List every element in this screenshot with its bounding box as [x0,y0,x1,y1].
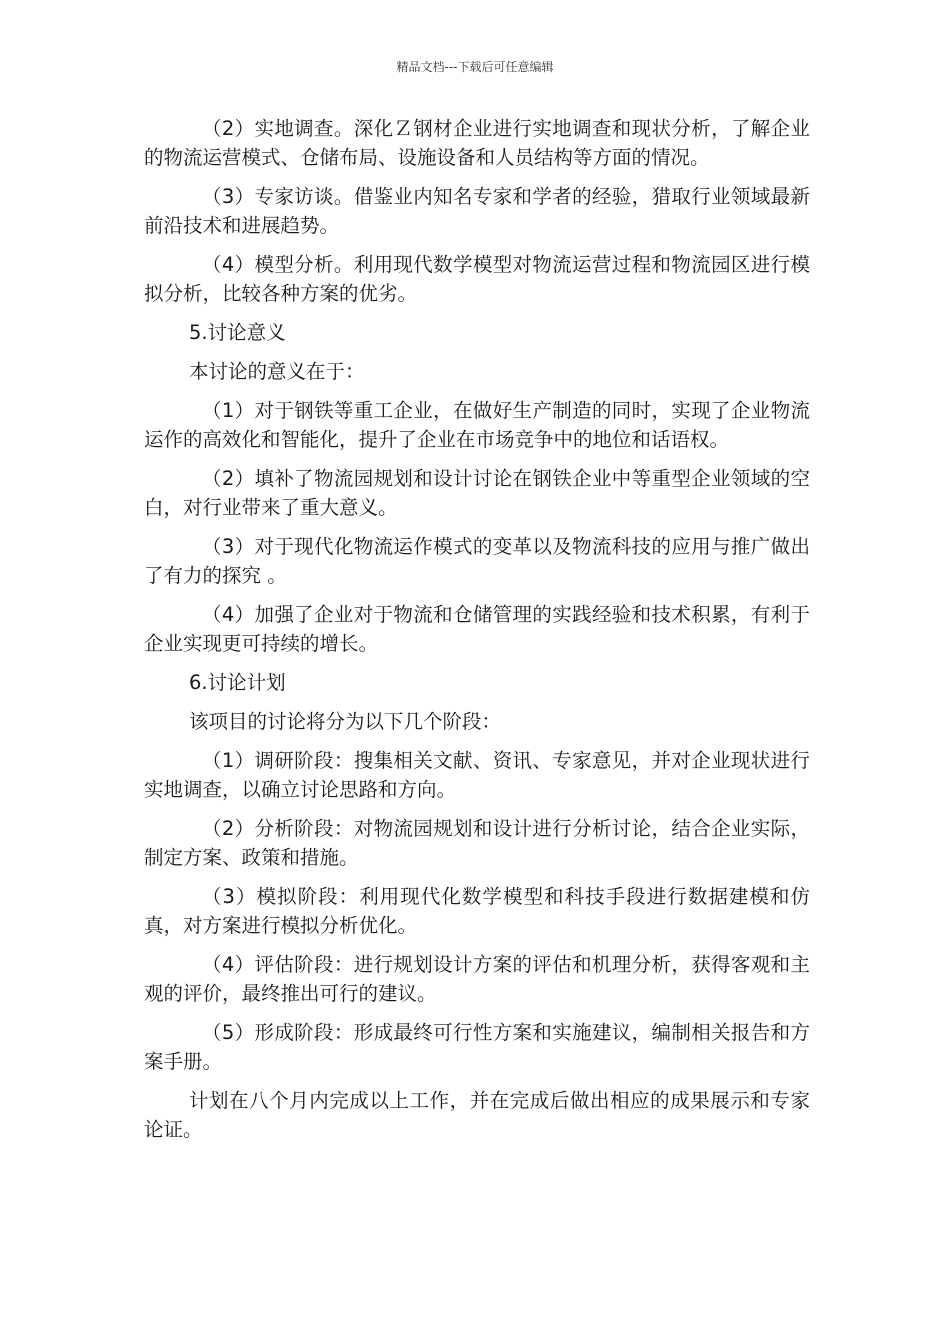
paragraph-plan-stage-4: （4）评估阶段：进行规划设计方案的评估和机理分析，获得客观和主观的评价，最终推出可行的建议。 [144,953,810,1005]
section-heading-significance: 5.讨论意义 [189,321,286,344]
paragraph-significance-2: （2）填补了物流园规划和设计讨论在钢铁企业中等重型企业领域的空白，对行业带来了重大意义。 [144,467,810,519]
document-body [144,114,810,1154]
paragraph-significance-4: （4）加强了企业对于物流和仓储管理的实践经验和技术积累，有利于企业实现更可持续的增长。 [144,603,810,655]
paragraph-significance-intro: 本讨论的意义在于： [189,360,365,383]
section-heading-plan: 6.讨论计划 [189,671,286,694]
paragraph-plan-stage-5: （5）形成阶段：形成最终可行性方案和实施建议，编制相关报告和方案手册。 [144,1021,810,1073]
paragraph-expert-interview: （3）专家访谈。借鉴业内知名专家和学者的经验，猎取行业领域最新前沿技术和进展趋势。 [144,185,810,237]
paragraph-plan-intro: 该项目的讨论将分为以下几个阶段： [189,710,502,733]
paragraph-model-analysis: （4）模型分析。利用现代数学模型对物流运营过程和物流园区进行模拟分析，比较各种方案的优劣。 [144,253,810,305]
paragraph-plan-stage-2: （2）分析阶段：对物流园规划和设计进行分析讨论，结合企业实际，制定方案、政策和措施。 [144,817,810,869]
paragraph-plan-stage-3: （3）模拟阶段：利用现代化数学模型和科技手段进行数据建模和仿真，对方案进行模拟分析优化。 [144,885,810,937]
page-header: 精品文档---下载后可任意编辑 [396,60,554,74]
paragraph-field-survey: （2）实地调查。深化Ｚ钢材企业进行实地调查和现状分析，了解企业的物流运营模式、仓储布局、设施设备和人员结构等方面的情况。 [144,117,810,169]
paragraph-significance-1: （1）对于钢铁等重工企业，在做好生产制造的同时，实现了企业物流运作的高效化和智能化，提升了企业在市场竞争中的地位和话语权。 [144,399,810,451]
paragraph-plan-summary: 计划在八个月内完成以上工作，并在完成后做出相应的成果展示和专家论证。 [144,1089,810,1141]
paragraph-plan-stage-1: （1）调研阶段：搜集相关文献、资讯、专家意见，并对企业现状进行实地调查，以确立讨论思路和方向。 [144,749,810,801]
paragraph-significance-3: （3）对于现代化物流运作模式的变革以及物流科技的应用与推广做出了有力的探究 。 [144,535,810,587]
